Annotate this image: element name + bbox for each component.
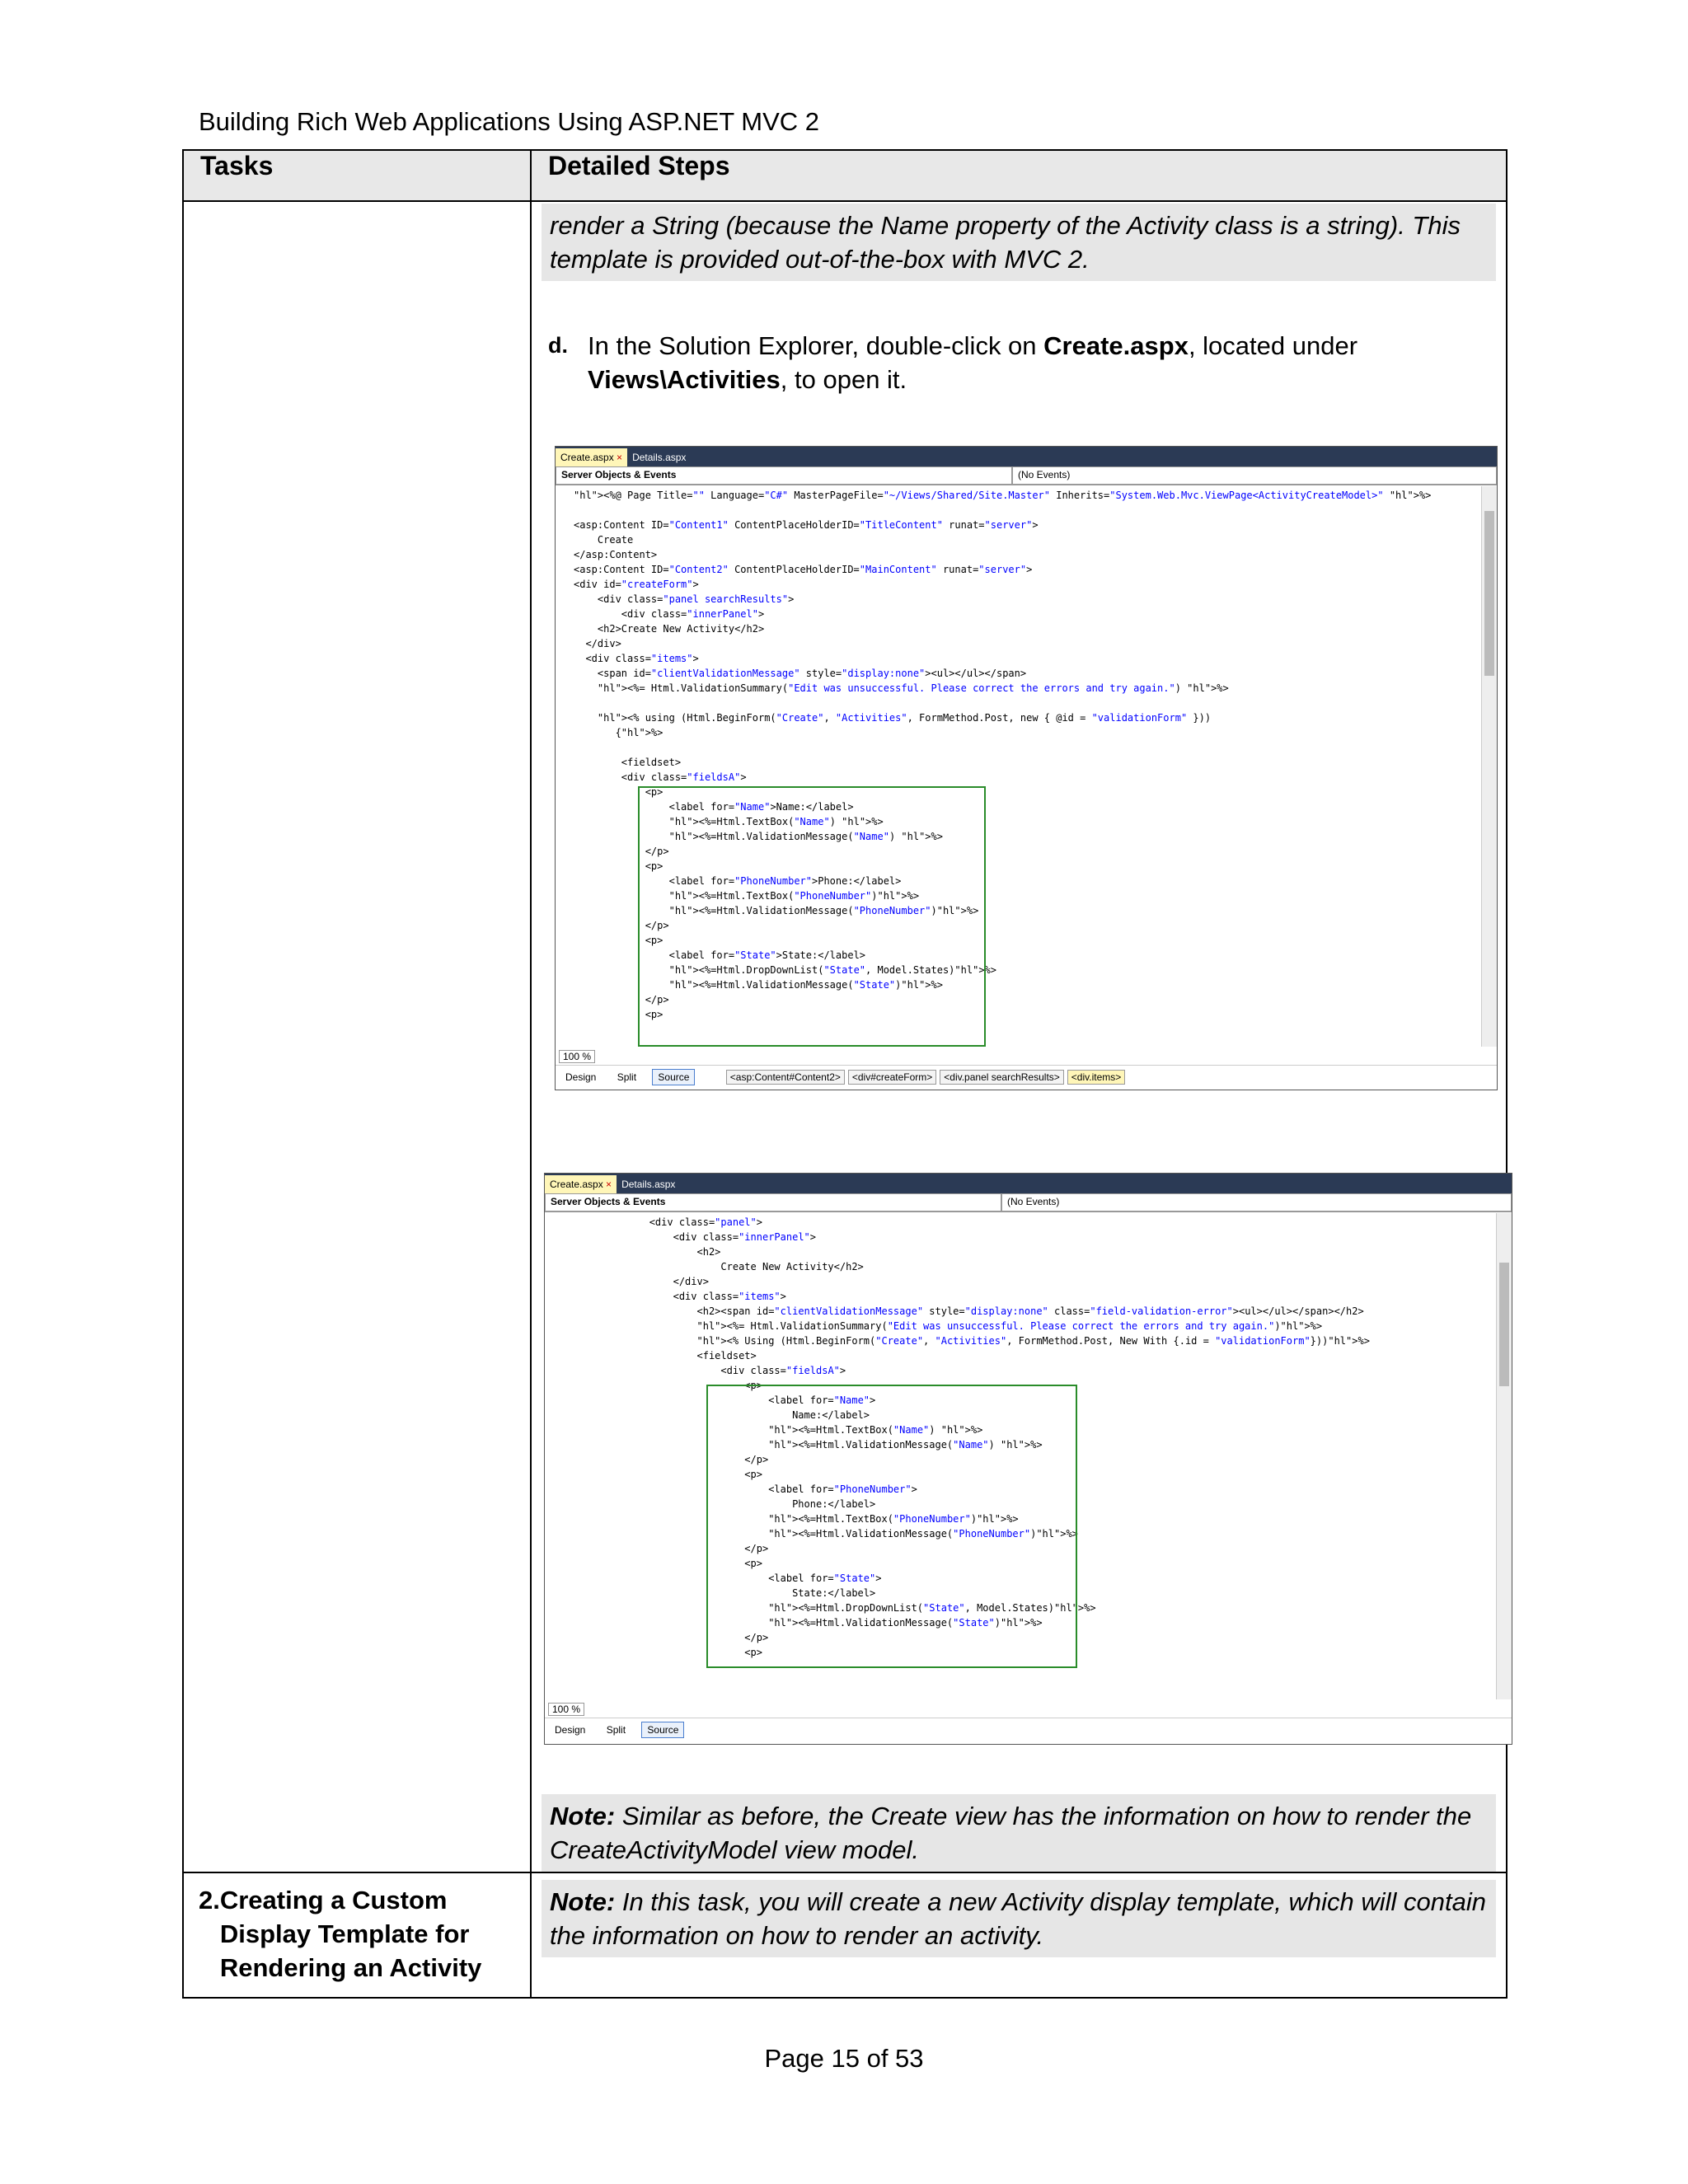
code-line: <div class="innerPanel"> [578,1231,817,1243]
dropdown-bar [556,466,1497,485]
tab-create-aspx[interactable]: Create.aspx × [545,1175,617,1193]
code-line: {"hl">%> [574,727,663,738]
vertical-scrollbar[interactable] [1481,486,1497,1047]
code-line: <div class="items"> [574,653,699,664]
task-title: Creating a Custom Display Template for Rendering an Activity [219,1886,482,1982]
code-line: <asp:Content ID="Content1" ContentPlaceHolderID="TitleContent" runat="server"> [574,519,1039,531]
task-cell-empty [183,201,531,1872]
steps-cell-1 [531,201,1507,1872]
code-line: <p> [574,1009,663,1020]
ide-screenshot-1 [555,446,1498,1090]
code-line: "hl"><%=Html.ValidationMessage("State")"hl">%> [668,979,943,991]
code-line: </p> [574,920,669,931]
code-line: Name:</label> [578,1409,870,1421]
breadcrumb-item[interactable]: <div.panel searchResults> [940,1070,1064,1085]
tab-create-aspx[interactable]: Create.aspx × [556,448,627,466]
split-button[interactable]: Split [617,1071,637,1083]
breadcrumb-item[interactable]: <div#createForm> [848,1070,936,1085]
code-line: <p> [574,860,663,872]
code-line: <asp:Content ID="Content2" ContentPlaceHolderID="MainContent" runat="server"> [574,564,1033,575]
step-d [548,329,1489,396]
code-line: <label for="PhoneNumber"> [578,1483,917,1495]
code-line: </p> [578,1454,769,1465]
code-line: </div> [574,638,621,649]
steps-cell-2 [531,1872,1507,1998]
tab-details-aspx[interactable]: Details.aspx [621,1179,676,1190]
dropdown-bar [545,1193,1512,1212]
document-header: Building Rich Web Applications Using ASP.NET MVC 2 [199,107,819,136]
code-line: <div id="createForm"> [574,579,699,590]
code-line: </p> [574,994,669,1005]
source-button[interactable]: Source [652,1069,695,1085]
note-task-2: Note: In this task, you will create a new Activity display template, which will contain the information on how to render an activity. [542,1880,1496,1957]
code-line: </asp:Content> [574,549,658,560]
steps-table [182,149,1507,1999]
code-line: <fieldset> [578,1350,757,1361]
note-continued: render a String (because the Name property of the Activity class is a string). This template is provided out-of-the-box with MVC 2. [542,204,1496,281]
code-line: "hl"><%=Html.ValidationMessage("PhoneNumber")"hl">%> [668,905,979,916]
events-dropdown[interactable]: (No Events) [1001,1193,1512,1212]
split-button[interactable]: Split [606,1724,626,1736]
code-line: <h2><span id="clientValidationMessage" style="display:none" class="field-validation-error"><ul></ul></span></h2> [578,1305,1364,1317]
code-line: "hl"><%=Html.TextBox("PhoneNumber")"hl">%> [668,890,920,902]
code-line: </div> [578,1276,709,1287]
code-line: <label for="PhoneNumber">Phone:</label> [574,875,902,887]
code-line: </p> [578,1632,769,1643]
code-line: <div class="fieldsA"> [574,771,747,783]
tasks-header: Tasks [183,150,531,201]
zoom-select[interactable]: 100 % [559,1050,595,1063]
code-line: "hl"><%=Html.ValidationMessage("Name") "hl">%> [668,831,943,842]
tab-bar [545,1174,1512,1193]
note-create-view: Note: Similar as before, the Create view has the information on how to render the CreateActivityModel view model. [542,1794,1496,1872]
code-line: "hl"><% using (Html.BeginForm("Create", "Activities", FormMethod.Post, new { @id = "validationForm" })) [597,712,1212,724]
server-objects-dropdown[interactable]: Server Objects & Events [545,1193,1001,1212]
code-line: <h2> [578,1246,721,1258]
close-icon[interactable]: × [617,452,623,463]
code-line: "hl"><%=Html.TextBox("Name") "hl">%> [668,816,884,827]
code-line: <label for="State">State:</label> [574,949,866,961]
ide-screenshot-2 [544,1173,1512,1745]
highlight-box [638,786,986,1047]
code-line: <label for="State"> [578,1572,882,1584]
code-line: <label for="Name"> [578,1394,876,1406]
code-line: "hl"><%= Html.ValidationSummary("Edit was unsuccessful. Please correct the errors and try again.")"hl">%> [696,1320,1323,1332]
vertical-scrollbar[interactable] [1496,1213,1512,1699]
breadcrumb-item[interactable]: <div.items> [1067,1070,1125,1085]
step-letter: d. [548,333,568,358]
code-line: <span id="clientValidationMessage" style="display:none"><ul></ul></span> [574,668,1027,679]
tab-bar [556,447,1497,466]
task-cell-2 [183,1872,531,1998]
step-text: In the Solution Explorer, double-click on Create.aspx, located under Views\Activities, to open it. [588,331,1358,394]
page-number: Page 15 of 53 [764,2044,924,2073]
code-line: "hl"><%=Html.DropDownList("State", Model.States)"hl">%> [668,964,996,976]
events-dropdown[interactable]: (No Events) [1012,466,1497,485]
code-line: <div class="panel"> [578,1216,762,1228]
task-number: 2. [199,1886,220,1915]
code-line: <p> [574,786,663,798]
zoom-select[interactable]: 100 % [548,1703,584,1716]
code-line: </p> [578,1543,769,1554]
breadcrumb [723,1071,1126,1083]
design-button[interactable]: Design [565,1071,597,1083]
code-line: <fieldset> [574,757,682,768]
code-line: Create New Activity</h2> [578,1261,864,1272]
highlight-box [706,1385,1077,1668]
code-line: <p> [578,1647,762,1658]
code-line: "hl"><%=Html.ValidationMessage("Name") "hl">%> [768,1439,1043,1451]
code-line: "hl"><%=Html.ValidationMessage("PhoneNumber")"hl">%> [768,1528,1078,1540]
tab-details-aspx[interactable]: Details.aspx [632,452,687,463]
code-line: "hl"><%= Html.ValidationSummary("Edit was unsuccessful. Please correct the errors and try again.") "hl">%> [597,682,1229,694]
code-line: <div class="items"> [578,1291,786,1302]
server-objects-dropdown[interactable]: Server Objects & Events [556,466,1012,485]
code-line: State:</label> [578,1587,876,1599]
code-line: <div class="panel searchResults"> [574,593,795,605]
breadcrumb-item[interactable]: <asp:Content#Content2> [726,1070,845,1085]
code-line: "hl"><%=Html.ValidationMessage("State")"hl">%> [768,1617,1043,1629]
code-line: <div class="fieldsA"> [578,1365,846,1376]
code-line: <p> [574,935,663,946]
design-button[interactable]: Design [555,1724,586,1736]
code-line: <p> [578,1380,762,1391]
code-line: "hl"><%=Html.TextBox("Name") "hl">%> [768,1424,983,1436]
code-line: "hl"><%=Html.DropDownList("State", Model.States)"hl">%> [768,1602,1096,1614]
code-line: <p> [578,1469,762,1480]
code-line: "hl"><%=Html.TextBox("PhoneNumber")"hl">%> [768,1513,1019,1525]
code-line: <h2>Create New Activity</h2> [574,623,765,635]
code-line: </p> [574,846,669,857]
code-line: <label for="Name">Name:</label> [574,801,854,813]
editor-status [545,1701,1512,1741]
code-line: "hl"><% Using (Html.BeginForm("Create", "Activities", FormMethod.Post, New With {.id = "validationForm"}))"hl">%> [696,1335,1370,1347]
code-line: <p> [578,1558,762,1569]
code-line: Phone:</label> [578,1498,876,1510]
code-line: "hl"><%@ Page Title="" Language="C#" MasterPageFile="~/Views/Shared/Site.Master" Inherits="System.Web.Mvc.ViewPage<ActivityCreateModel>" "hl">%> [574,490,1432,501]
code-line: Create [574,534,634,546]
steps-header: Detailed Steps [531,150,1507,201]
source-button[interactable]: Source [641,1722,684,1738]
close-icon[interactable]: × [606,1179,612,1190]
code-line: <div class="innerPanel"> [574,608,765,620]
editor-status [556,1048,1497,1089]
